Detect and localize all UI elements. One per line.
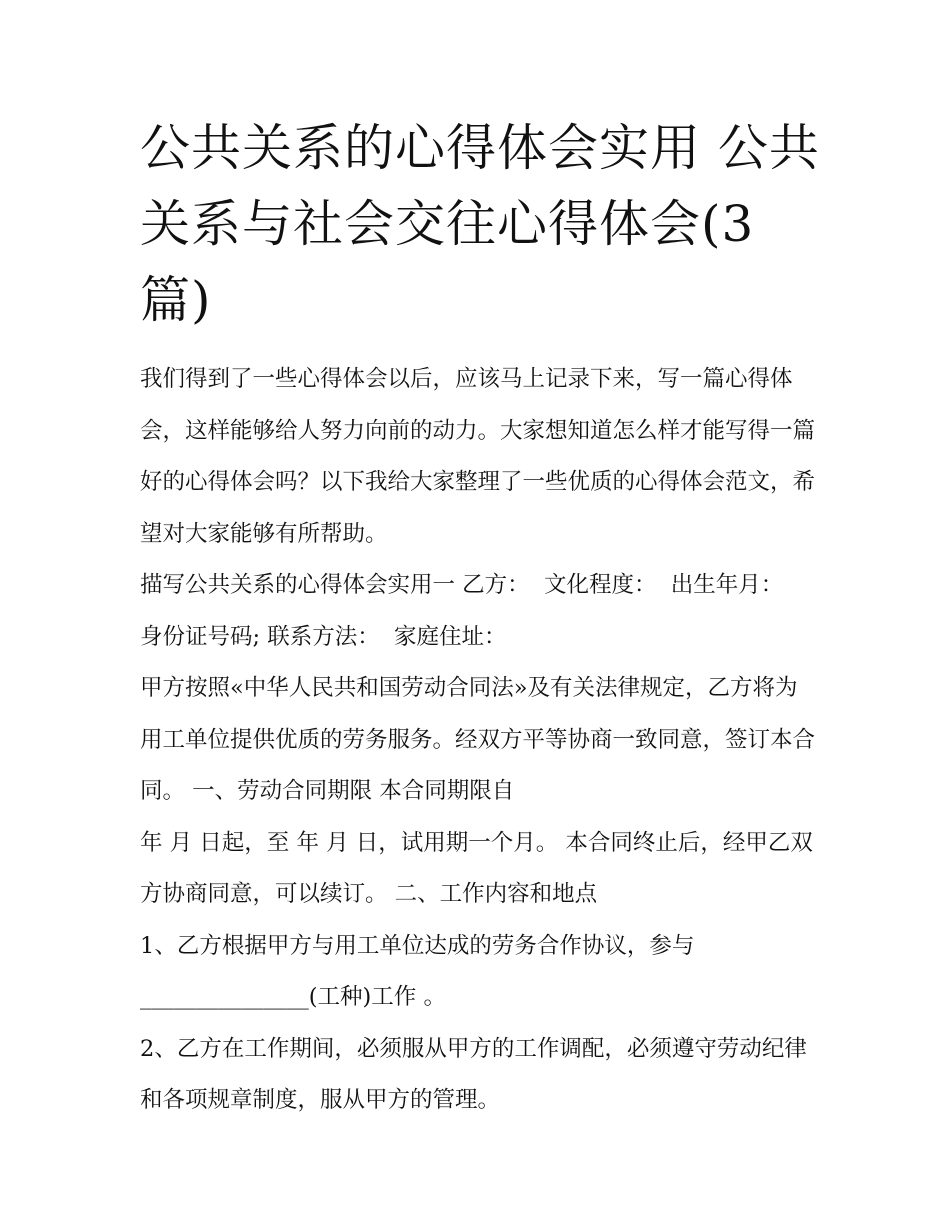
intro-paragraph: 我们得到了一些心得体会以后，应该马上记录下来，写一篇心得体会，这样能够给人努力向前的动力。大家想知道怎么样才能写得一篇好的心得体会吗？以下我给大家整理了一些优质的心得体会范文，希望对大家能够有所帮助。 [140,366,816,547]
document-page [140,110,820,1127]
contract-term-paragraph: 甲方按照«中华人民共和国劳动合同法»及有关法律规定，乙方将为用工单位提供优质的劳务服务。经双方平等协商一致同意，签订本合同。 一、劳动合同期限 本合同期限自 年 月 日起，至 年 月 日，试用期一个月。 本合同终止后，经甲乙双方协商同意，可以续订。 二、工作内容和地点 [140,675,816,907]
work-type-paragraph: 1、乙方根据甲方与用工单位达成的劳务合作协议，参与 _______________(工种)工作 。 [140,932,695,1010]
work-discipline-paragraph: 2、乙方在工作期间，必须服从甲方的工作调配，必须遵守劳动纪律和各项规章制度，服从甲方的管理。 [140,1035,807,1113]
document-body [140,354,820,1127]
party-info-paragraph: 描写公共关系的心得体会实用一 乙方： 文化程度： 出生年月： 身份证号码; 联系方法： 家庭住址： [140,572,798,650]
document-title: 公共关系的心得体会实用 公共关系与社会交往心得体会(3篇) [140,119,820,329]
